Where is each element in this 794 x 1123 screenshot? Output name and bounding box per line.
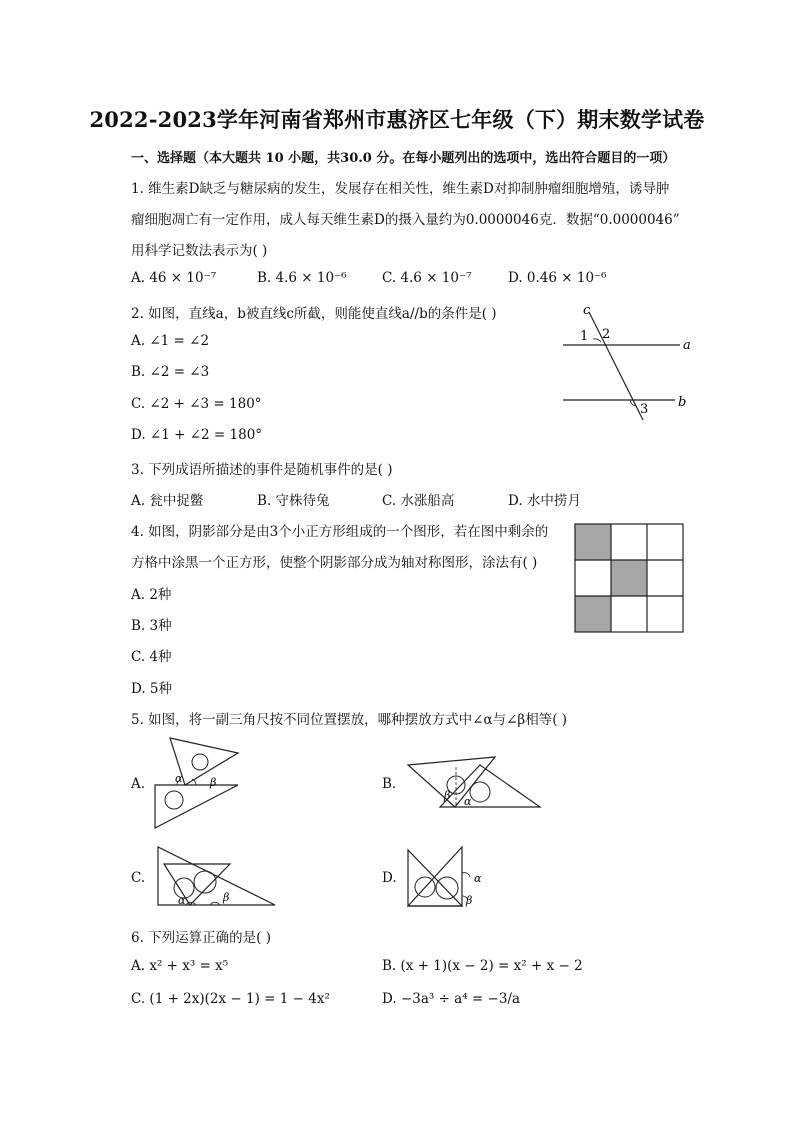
q5-option-c-label[interactable]: C. xyxy=(131,870,146,886)
q3-stem: 3. 下列成语所描述的事件是随机事件的是( ) xyxy=(131,462,393,478)
q1-option-d[interactable]: D. 0.46 × 10⁻⁶ xyxy=(508,270,607,286)
shaded-cell xyxy=(575,524,611,560)
label-b: b xyxy=(678,395,687,410)
label-angle-2: 2 xyxy=(602,327,611,342)
q1-option-a[interactable]: A. 46 × 10⁻⁷ xyxy=(131,270,217,286)
angle-arc-1 xyxy=(593,339,601,342)
alpha-label: α xyxy=(464,795,472,808)
beta-label: β xyxy=(444,789,451,802)
q1-option-c[interactable]: C. 4.6 × 10⁻⁷ xyxy=(382,270,472,286)
q5-option-b-figure[interactable] xyxy=(400,755,545,815)
q1-line-3: 用科学记数法表示为( ) xyxy=(131,243,268,259)
section-heading: 一、选择题（本大题共 10 小题，共30.0 分。在每小题列出的选项中，选出符合题目的一项） xyxy=(131,151,676,166)
q1-option-b[interactable]: B. 4.6 × 10⁻⁶ xyxy=(257,270,347,286)
beta-label: β xyxy=(466,894,473,907)
q3-option-d[interactable]: D. 水中捞月 xyxy=(508,493,581,509)
beta-label: β xyxy=(223,891,230,904)
shaded-cell xyxy=(611,560,647,596)
q5-option-d-label[interactable]: D. xyxy=(382,870,397,886)
q3-option-a[interactable]: A. 瓮中捉鳖 xyxy=(131,493,204,509)
q2-stem: 2. 如图，直线a，b被直线c所截，则能使直线a//b的条件是( ) xyxy=(131,306,497,322)
page-title: 2022-2023学年河南省郑州市惠济区七年级（下）期末数学试卷 xyxy=(89,107,705,132)
label-a: a xyxy=(683,338,691,353)
q6-option-c[interactable]: C. (1 + 2x)(2x − 1) = 1 − 4x² xyxy=(131,991,330,1007)
q4-option-b[interactable]: B. 3种 xyxy=(131,618,172,634)
q4-option-c[interactable]: C. 4种 xyxy=(131,649,172,665)
q6-option-a[interactable]: A. x² + x³ = x⁵ xyxy=(131,958,229,974)
label-c: c xyxy=(583,303,591,318)
q6-option-d[interactable]: D. −3a³ ÷ a⁴ = −3/a xyxy=(382,991,521,1007)
q6-stem: 6. 下列运算正确的是( ) xyxy=(131,930,271,946)
q5-option-a-label[interactable]: A. xyxy=(131,776,146,792)
q5-option-c-figure[interactable] xyxy=(150,842,280,910)
q1-line-1: 1. 维生素D缺乏与糖尿病的发生，发展存在相关性，维生素D对抑制肿瘤细胞增殖，诱导肿 xyxy=(131,181,670,197)
q2-parallel-lines-figure xyxy=(555,300,705,425)
q3-option-c[interactable]: C. 水涨船高 xyxy=(382,493,455,509)
q2-option-a[interactable]: A. ∠1 = ∠2 xyxy=(131,333,210,349)
q5-stem: 5. 如图，将一副三角尺按不同位置摆放，哪种摆放方式中∠α与∠β相等( ) xyxy=(131,712,568,728)
q2-option-d[interactable]: D. ∠1 + ∠2 = 180° xyxy=(131,427,263,443)
q4-option-d[interactable]: D. 5种 xyxy=(131,681,173,697)
q4-option-a[interactable]: A. 2种 xyxy=(131,587,172,603)
label-angle-3: 3 xyxy=(640,402,649,417)
q5-option-d-figure[interactable] xyxy=(400,843,510,909)
shaded-cell xyxy=(575,596,611,632)
q6-option-b[interactable]: B. (x + 1)(x − 2) = x² + x − 2 xyxy=(382,958,583,974)
q4-line-2: 方格中涂黑一个正方形，使整个阴影部分成为轴对称图形，涂法有( ) xyxy=(131,555,538,571)
q2-option-c[interactable]: C. ∠2 + ∠3 = 180° xyxy=(131,396,262,412)
beta-label: β xyxy=(210,776,217,789)
line-c xyxy=(589,312,643,420)
q5-option-b-label[interactable]: B. xyxy=(382,776,397,792)
label-angle-1: 1 xyxy=(580,329,589,344)
q4-line-1: 4. 如图，阴影部分是由3个小正方形组成的一个图形，若在图中剩余的 xyxy=(131,524,549,540)
alpha-label: α xyxy=(178,894,186,907)
q3-option-b[interactable]: B. 守株待兔 xyxy=(257,493,330,509)
q2-option-b[interactable]: B. ∠2 = ∠3 xyxy=(131,364,210,380)
q5-option-a-figure[interactable] xyxy=(150,733,245,833)
q1-line-2: 瘤细胞凋亡有一定作用，成人每天维生素D的摄入量约为0.0000046克．数据“0.0000046” xyxy=(131,212,680,228)
q4-grid-figure xyxy=(574,523,686,635)
alpha-label: α xyxy=(175,772,183,785)
alpha-label: α xyxy=(474,872,482,885)
